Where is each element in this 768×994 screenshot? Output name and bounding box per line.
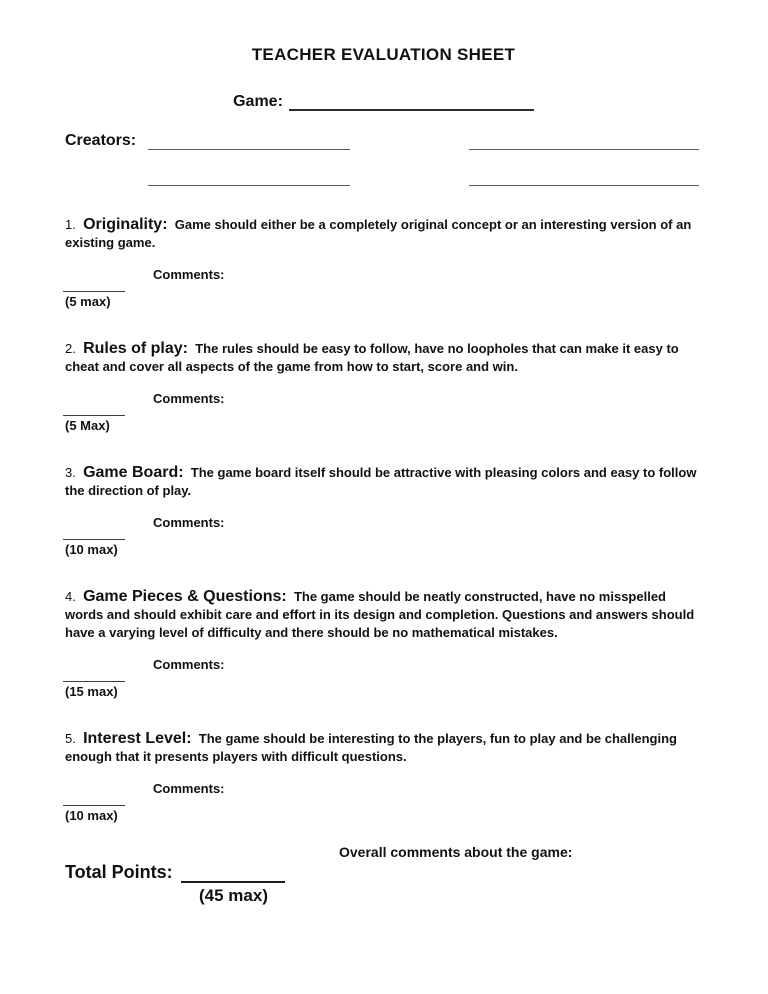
total-points-blank (181, 864, 285, 883)
criterion-game-board (65, 464, 702, 557)
criterion-number: 1. (65, 217, 76, 232)
comments-label: Comments: (153, 267, 225, 282)
comments-label: Comments: (153, 781, 225, 796)
creator-name-blank-4 (469, 170, 699, 186)
footer (65, 845, 702, 906)
criterion-number: 5. (65, 731, 76, 746)
criterion-number: 4. (65, 589, 76, 604)
criterion-game-pieces-questions (65, 588, 702, 699)
score-blank (63, 805, 125, 806)
criterion-text (65, 216, 702, 252)
criterion-description: The game board itself should be attractive with pleasing colors and easy to follow the direction of play. (65, 465, 697, 498)
criterion-text (65, 464, 702, 500)
total-points-row (65, 862, 702, 883)
comments-label: Comments: (153, 391, 225, 406)
criterion-heading: Originality: (83, 216, 168, 233)
creator-name-blank-2 (469, 134, 699, 150)
comments-label: Comments: (153, 515, 225, 530)
creators-block (65, 131, 702, 186)
criterion-heading: Rules of play: (83, 340, 188, 357)
criterion-heading: Game Pieces & Questions: (83, 588, 287, 605)
game-name-blank (289, 93, 534, 111)
criterion-description: Game should either be a completely original concept or an interesting version of an existing game. (65, 217, 692, 250)
score-max-label: (10 max) (65, 808, 118, 823)
total-points-label: Total Points: (65, 862, 173, 882)
criterion-originality (65, 216, 702, 309)
creator-name-blank-1 (148, 134, 350, 150)
score-blank (63, 291, 125, 292)
score-max-label: (5 Max) (65, 418, 110, 433)
comments-label: Comments: (153, 657, 225, 672)
score-blank (63, 539, 125, 540)
criterion-heading: Interest Level: (83, 730, 192, 747)
page-title: TEACHER EVALUATION SHEET (251, 45, 516, 64)
score-max-label: (15 max) (65, 684, 118, 699)
creators-row-1 (65, 131, 702, 150)
criterion-description: The game should be interesting to the players, fun to play and be challenging enough that it presents players with difficult questions. (65, 731, 677, 764)
criterion-interest-level (65, 730, 702, 823)
criterion-text (65, 730, 702, 766)
total-points-max-label: (45 max) (199, 886, 268, 905)
score-max-label: (10 max) (65, 542, 118, 557)
score-blank (63, 681, 125, 682)
criterion-number: 3. (65, 465, 76, 480)
criterion-heading: Game Board: (83, 464, 184, 481)
creator-name-blank-3 (148, 170, 350, 186)
game-row (65, 92, 702, 111)
criteria-list (65, 216, 702, 823)
criterion-rules-of-play (65, 340, 702, 433)
score-blank (63, 415, 125, 416)
creators-row-2 (65, 167, 702, 186)
game-label: Game: (233, 93, 283, 110)
overall-comments-label: Overall comments about the game: (339, 844, 573, 860)
criterion-number: 2. (65, 341, 76, 356)
criterion-description: The rules should be easy to follow, have no loopholes that can make it easy to cheat and cover all aspects of the game from how to start, score and win. (65, 341, 679, 374)
criterion-text (65, 340, 702, 376)
criterion-description: The game should be neatly constructed, have no misspelled words and should exhibit care and effort in its design and completion. Questions and answers should have a varying level of difficulty and there should be no mathematical mistakes. (65, 589, 695, 640)
score-max-label: (5 max) (65, 294, 111, 309)
criterion-text (65, 588, 702, 642)
creators-label: Creators: (65, 132, 137, 149)
